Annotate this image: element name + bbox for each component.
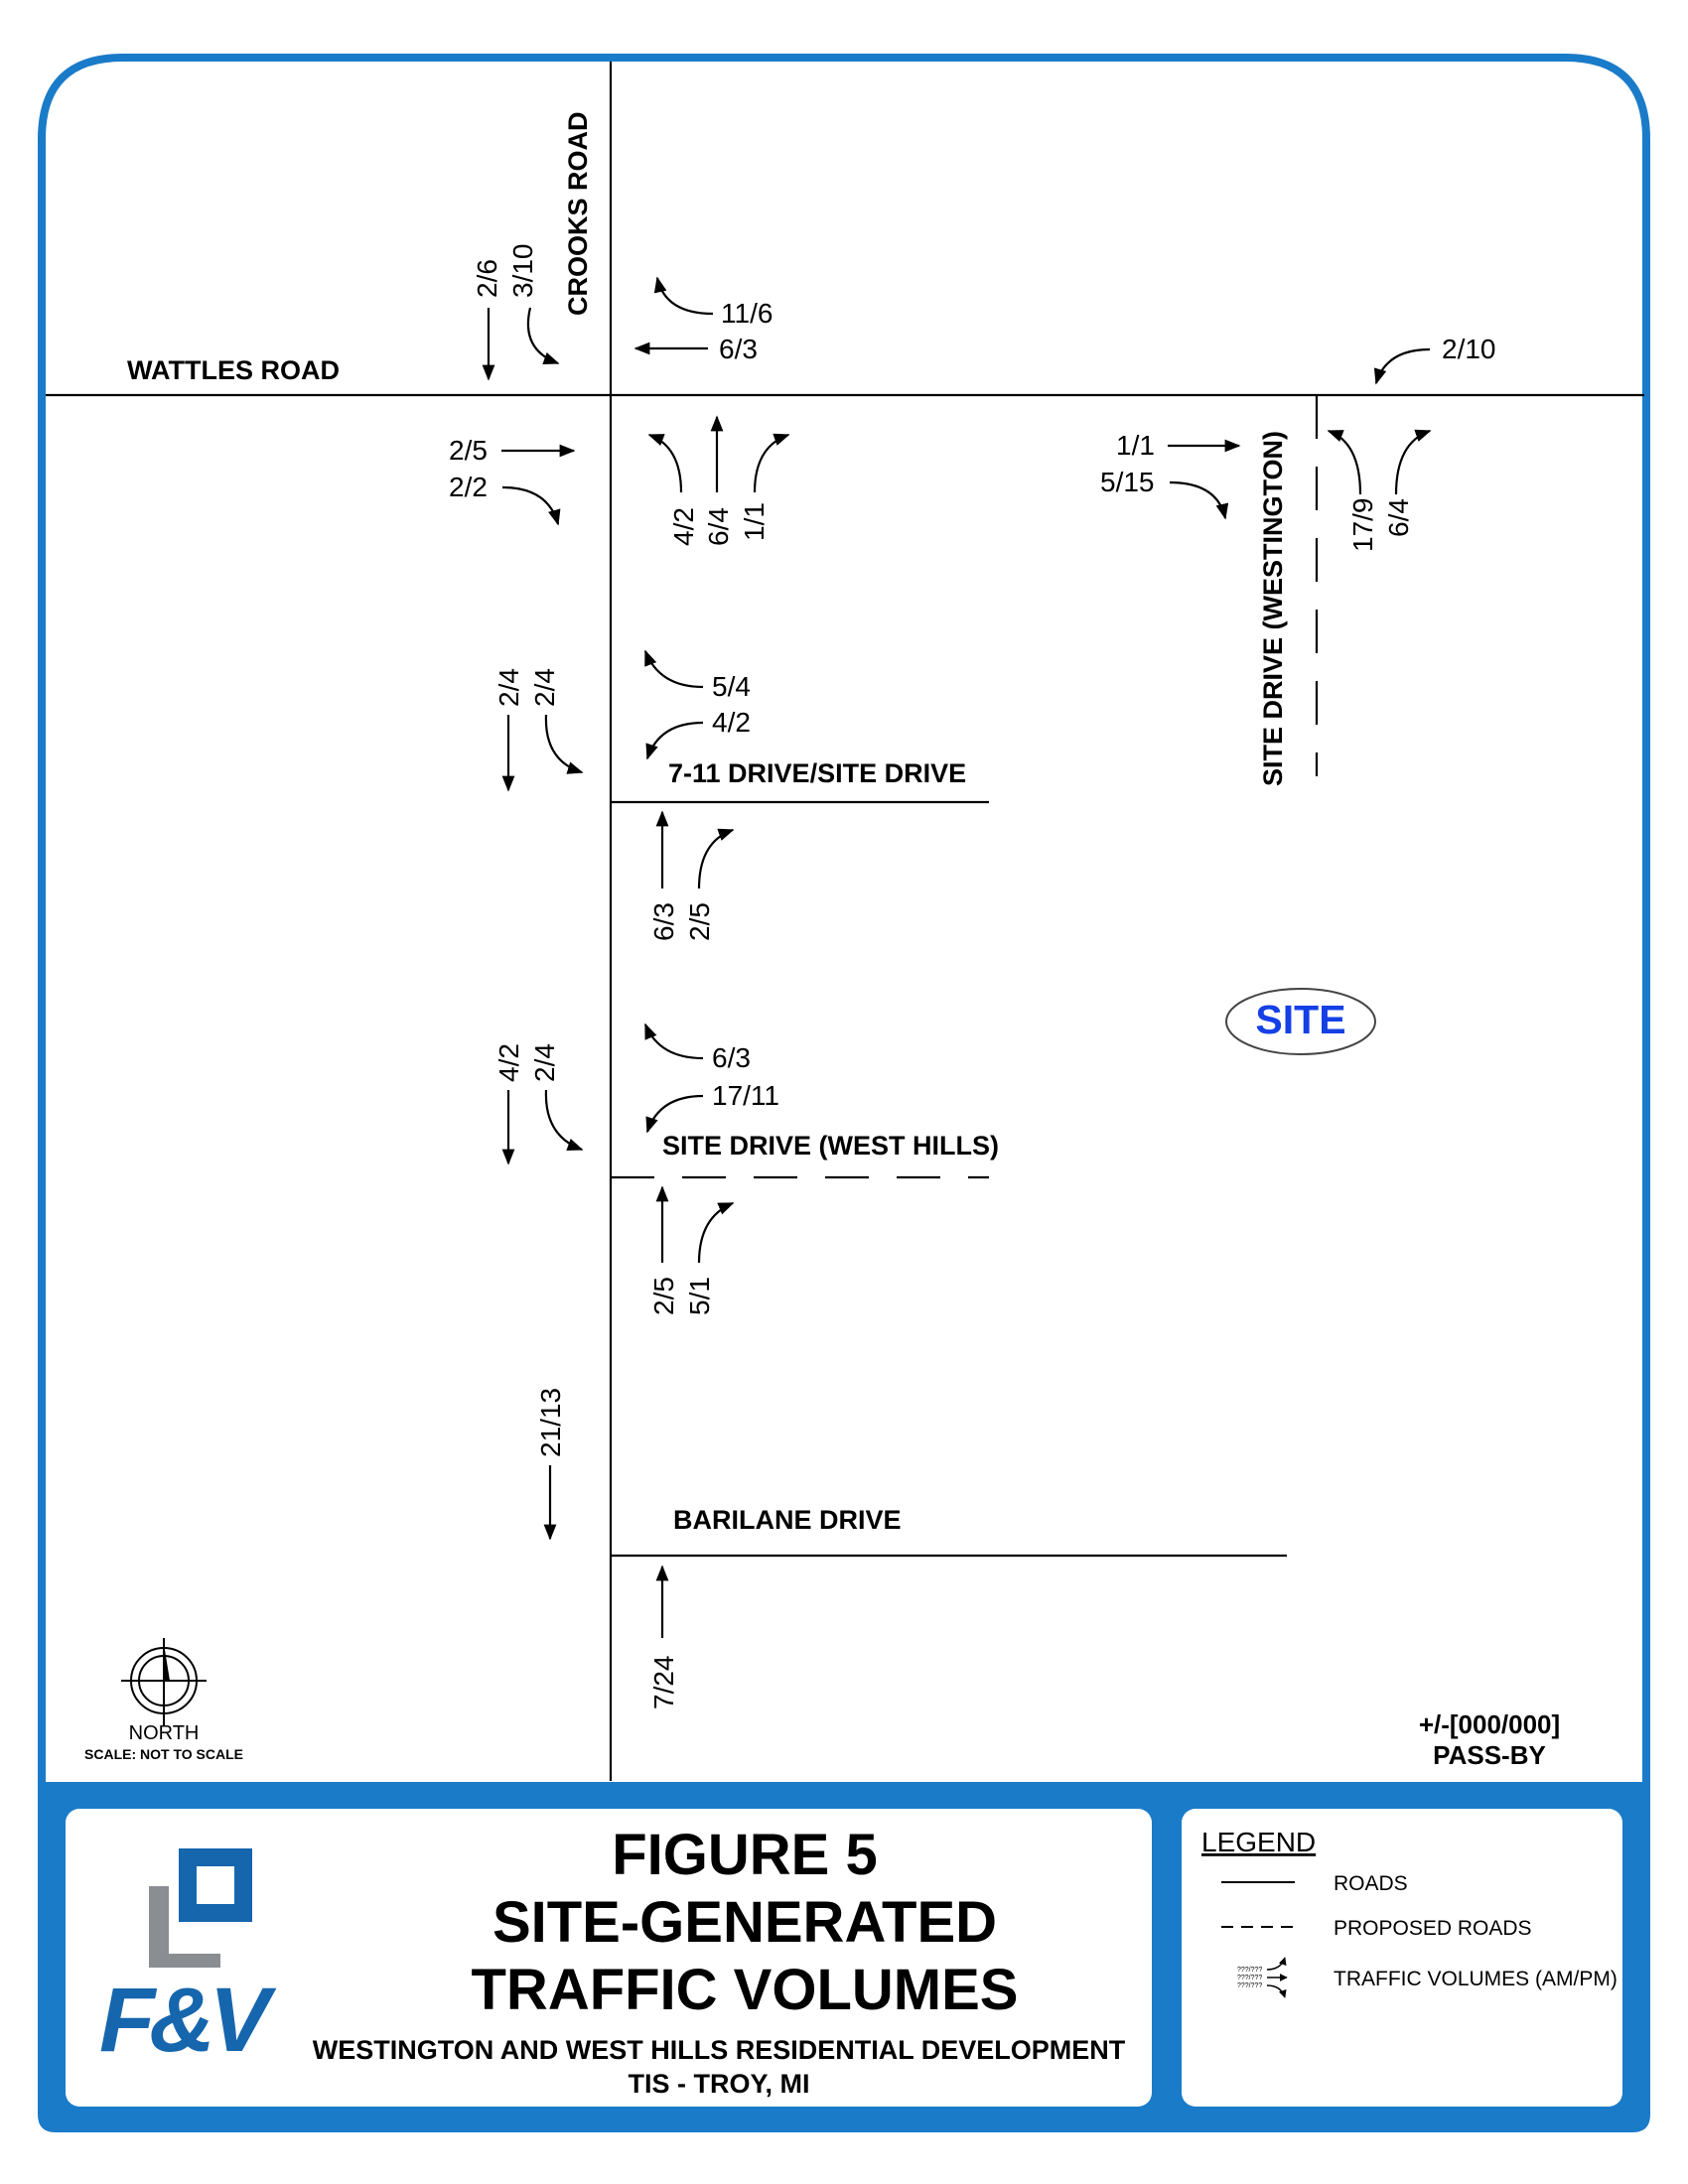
- arrow-crooks-sb-left: [528, 308, 558, 363]
- vol-westington-wb-left: 2/10: [1442, 334, 1496, 364]
- legend-roads-label: ROADS: [1334, 1872, 1408, 1895]
- legend-volumes-label: TRAFFIC VOLUMES (AM/PM): [1334, 1968, 1618, 1990]
- vol-s711-nb-thru: 6/3: [648, 902, 679, 941]
- figure-number: FIGURE 5: [612, 1823, 878, 1887]
- arrow-wh-wb-left: [647, 1096, 703, 1132]
- vol-s711-sb-thru: 2/4: [493, 668, 524, 707]
- arrow-s711-wb-left: [647, 723, 703, 758]
- legend-heading: LEGEND: [1201, 1827, 1317, 1857]
- vol-s711-wb-right: 5/4: [712, 671, 751, 702]
- westington-drive-label: SITE DRIVE (WESTINGTON): [1258, 430, 1288, 786]
- vol-wh-sb-thru: 4/2: [493, 1043, 524, 1082]
- arrow-westington-nb-right: [1396, 431, 1430, 494]
- vol-wattles-wb-thru: 6/3: [719, 334, 758, 364]
- vol-wh-sb-left: 2/4: [529, 1043, 560, 1082]
- vol-crooks-sb-thru: 2/6: [472, 259, 502, 298]
- vol-crooks-nb-thru: 6/4: [703, 507, 734, 546]
- vol-wh-wb-right: 6/3: [712, 1042, 751, 1073]
- arrow-westington-nb-left: [1329, 431, 1360, 494]
- arrow-wattles-eb-right: [502, 487, 558, 524]
- arrow-s711-sb-left: [546, 715, 582, 772]
- vol-wattles-eb-thru: 2/5: [449, 435, 488, 466]
- crooks-road-label: CROOKS ROAD: [563, 111, 593, 316]
- vol-westington-nb-left: 17/9: [1347, 497, 1378, 552]
- arrow-s711-wb-right: [645, 651, 703, 687]
- wattles-road-label: WATTLES ROAD: [127, 355, 340, 385]
- barilane-drive-label: BARILANE DRIVE: [673, 1505, 902, 1535]
- west-hills-drive-label: SITE DRIVE (WEST HILLS): [662, 1131, 1000, 1160]
- north-label: NORTH: [128, 1722, 200, 1744]
- vol-s711-sb-left: 2/4: [529, 668, 560, 707]
- vol-wh-wb-left: 17/11: [712, 1080, 779, 1111]
- vol-wh-nb-right: 5/1: [684, 1277, 715, 1315]
- vol-wattles-wb-right: 11/6: [721, 298, 774, 329]
- legend-volume-sample-2: ???/???: [1237, 1975, 1263, 1981]
- arrow-crooks-nb-right: [755, 435, 788, 492]
- arrow-wh-nb-right: [699, 1203, 733, 1263]
- vol-westington-eb-right: 5/15: [1100, 467, 1155, 497]
- arrow-wh-sb-left: [546, 1090, 582, 1150]
- arrow-westington-wb-left: [1376, 349, 1430, 383]
- north-arrow-icon: [121, 1638, 207, 1725]
- arrow-crooks-nb-left: [649, 435, 681, 492]
- legend-proposed-label: PROPOSED ROADS: [1334, 1917, 1532, 1940]
- vol-wh-nb-thru: 2/5: [648, 1277, 679, 1315]
- site-label: SITE: [1255, 997, 1346, 1042]
- legend-volume-sample-3: ???/???: [1237, 1982, 1263, 1989]
- project-name: WESTINGTON AND WEST HILLS RESIDENTIAL DEVELOPMENT: [312, 2035, 1126, 2065]
- vol-crooks-nb-left: 4/2: [668, 507, 699, 546]
- scale-label: SCALE: NOT TO SCALE: [84, 1746, 243, 1762]
- vol-westington-eb-thru: 1/1: [1116, 430, 1155, 461]
- figure-title-line1: SITE-GENERATED: [492, 1890, 998, 1955]
- vol-westington-nb-right: 6/4: [1383, 498, 1414, 537]
- vol-wattles-eb-right: 2/2: [449, 472, 488, 502]
- vol-crooks-nb-right: 1/1: [739, 502, 770, 541]
- legend-volume-sample-1: ???/???: [1237, 1967, 1263, 1974]
- passby-label: PASS-BY: [1433, 1740, 1546, 1770]
- logo-text: F&V: [99, 1970, 264, 2071]
- project-location: TIS - TROY, MI: [628, 2069, 810, 2099]
- vol-crooks-sb-left: 3/10: [507, 243, 538, 298]
- arrow-westington-eb-right: [1170, 482, 1225, 518]
- seven-eleven-drive-label: 7-11 DRIVE/SITE DRIVE: [668, 758, 967, 788]
- vol-s711-nb-right: 2/5: [684, 902, 715, 941]
- figure-title-line2: TRAFFIC VOLUMES: [471, 1958, 1019, 2022]
- passby-value: +/-[000/000]: [1418, 1709, 1561, 1739]
- arrow-s711-nb-right: [699, 830, 733, 888]
- arrow-wattles-wb-right: [657, 278, 713, 314]
- vol-bar-nb-thru: 7/24: [648, 1655, 679, 1709]
- vol-s711-wb-left: 4/2: [712, 707, 751, 738]
- vol-bar-sb-thru: 21/13: [535, 1387, 566, 1457]
- arrow-wh-wb-right: [645, 1024, 703, 1058]
